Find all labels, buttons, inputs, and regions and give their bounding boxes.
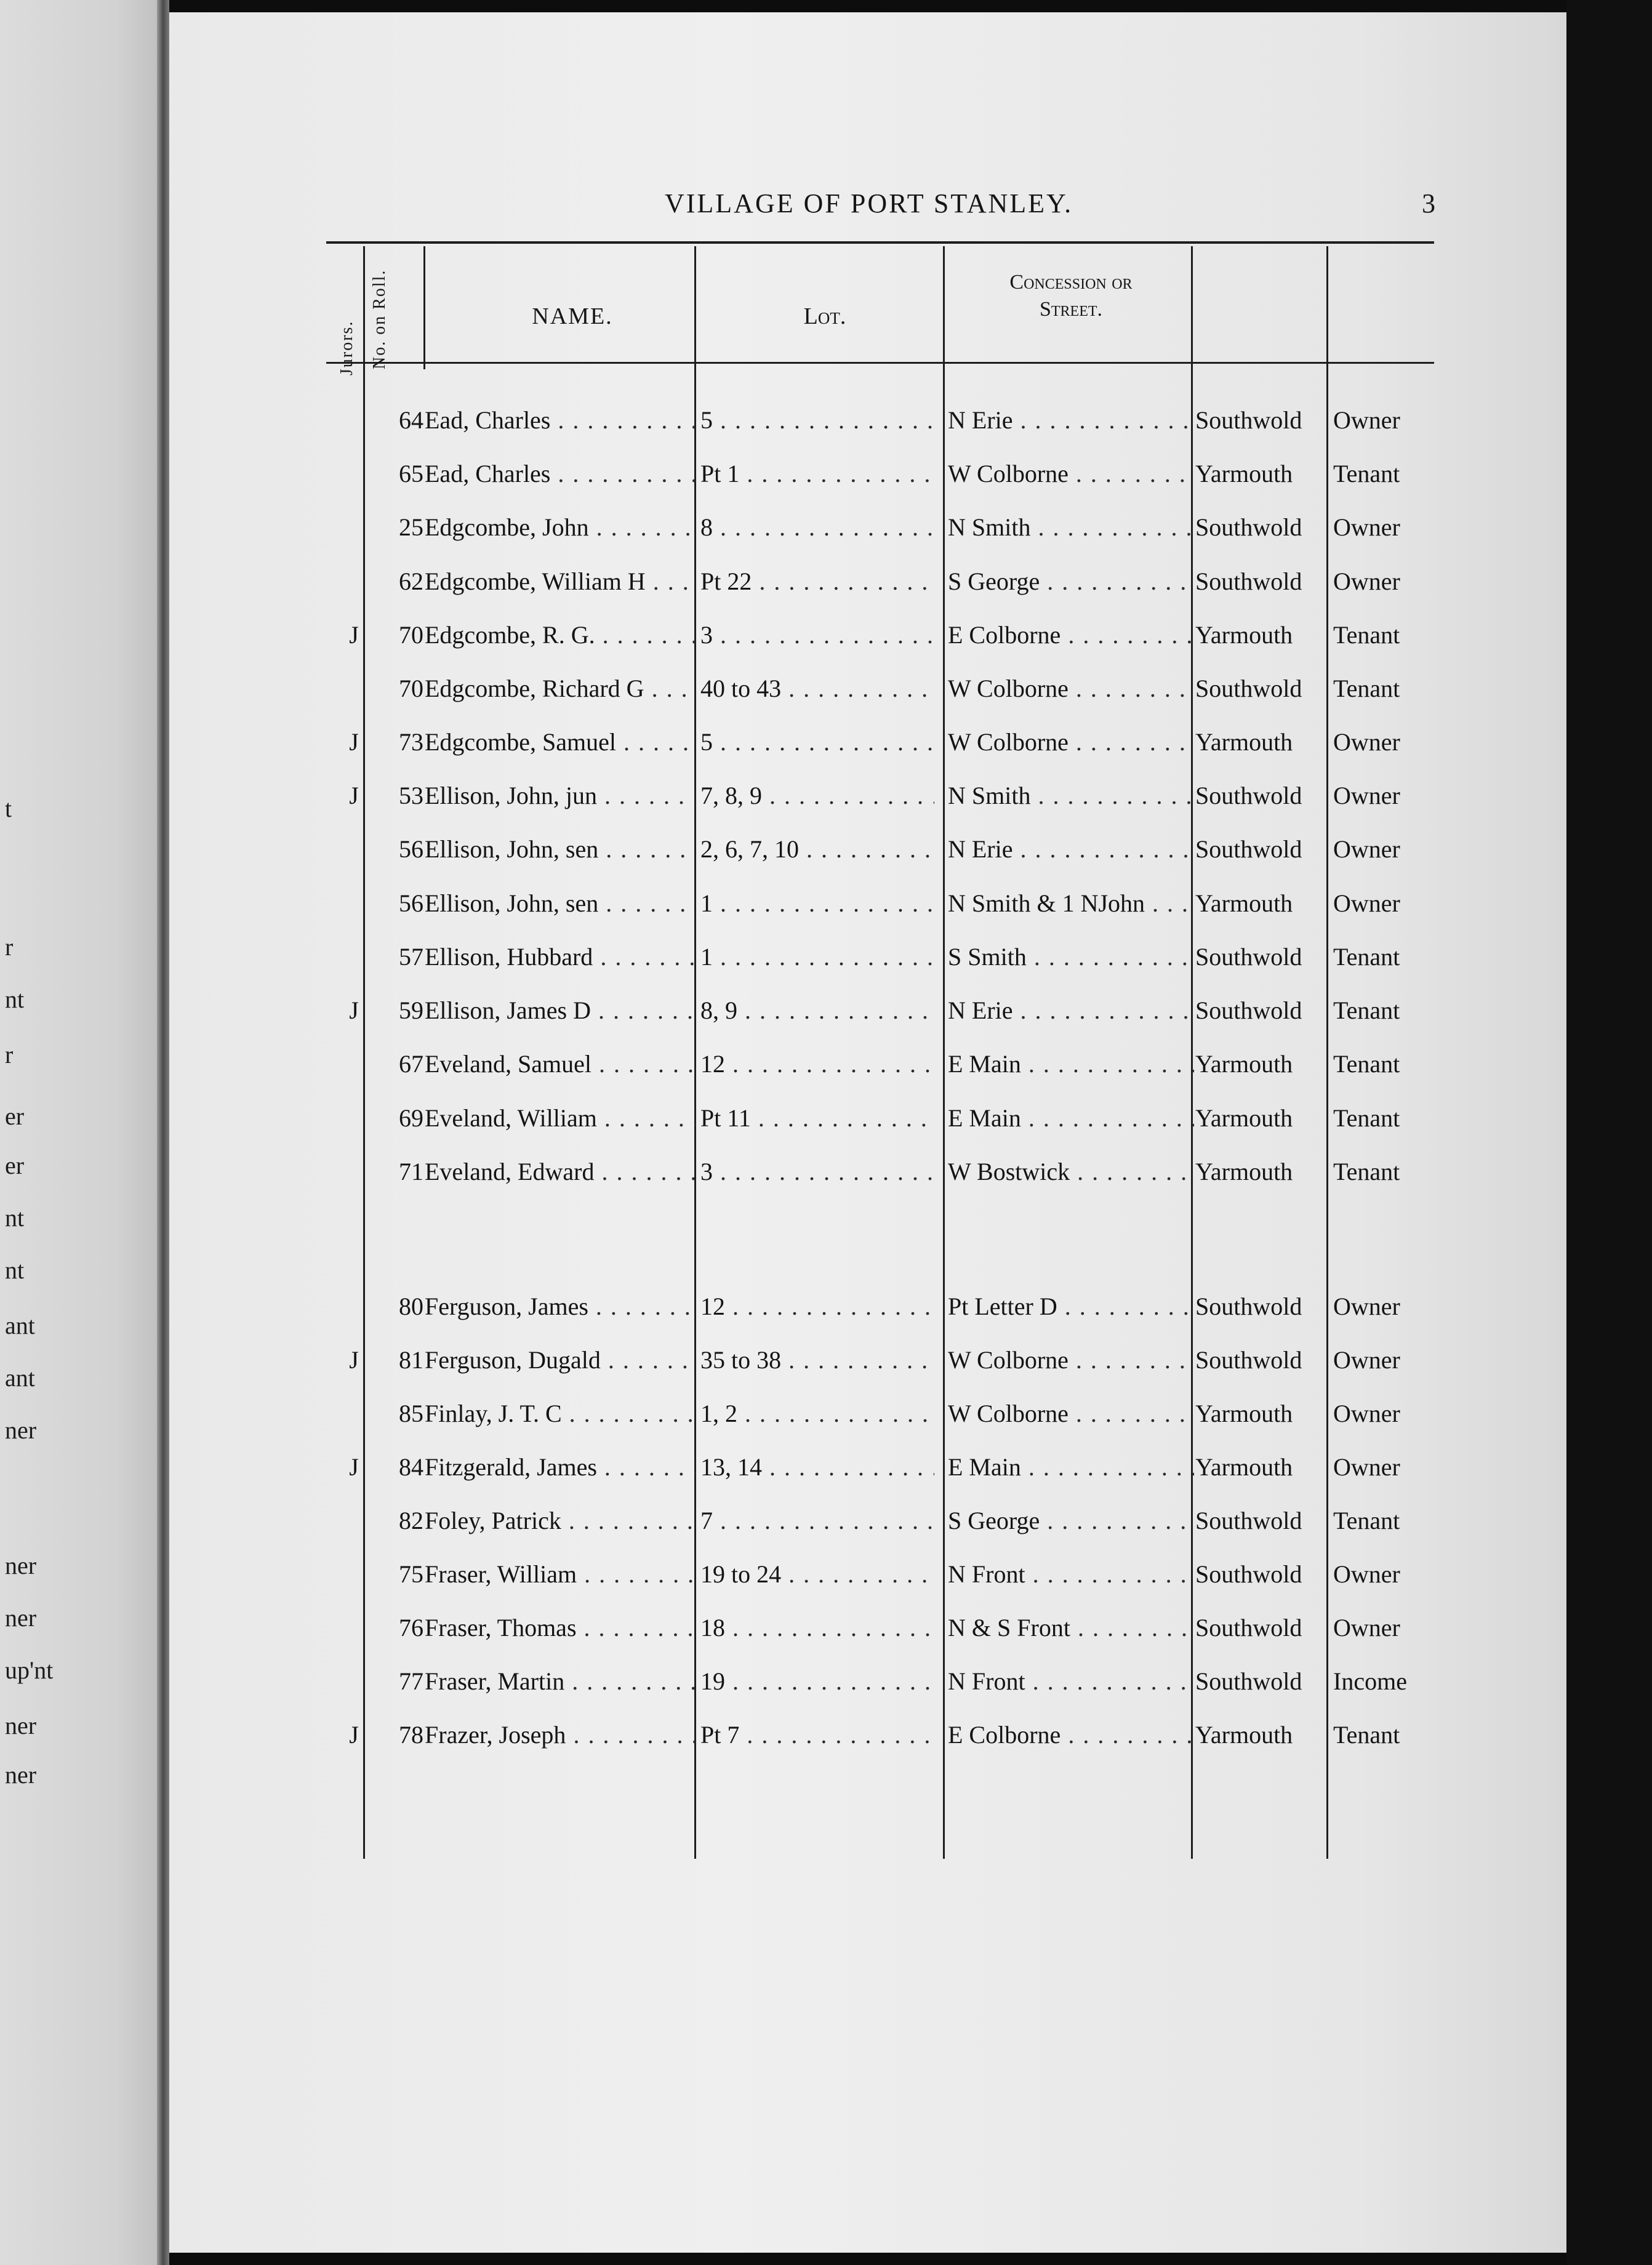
cell-name: Edgcombe, John . . . [425,512,696,543]
cell-name: Ellison, John, sen . . . [425,834,696,865]
table-row [0,673,1652,723]
cell-roll: 73 [399,728,423,756]
cell-name: Fraser, Martin . . . [425,1666,696,1697]
cell-roll: 25 [399,513,423,541]
cell-lot: Pt 7 . . . [700,1720,934,1750]
cell-status: Tenant [1333,1507,1400,1534]
left-margin-fragment: nt [5,1256,25,1284]
col-head-jurors: Jurors. [337,320,356,375]
table-row [0,1049,1652,1098]
cell-street: E Main . . . [948,1103,1194,1134]
cell-name: Frazer, Joseph . . . [425,1720,696,1750]
cell-status: Owner [1333,835,1400,863]
col-head-street: Street. [1039,298,1103,321]
cell-street: N Erie . . . [948,834,1194,865]
cell-lot: 2, 6, 7, 10 . . . [700,834,934,865]
cell-roll: 56 [399,889,423,917]
table-row [0,405,1652,454]
cell-lot: 1 . . . [700,942,934,972]
cell-street: E Colborne . . . [948,1720,1194,1750]
cell-lot: 19 to 24 . . . [700,1559,934,1590]
cell-name: Fraser, William . . . [425,1559,696,1590]
cell-lot: 7, 8, 9 . . . [700,780,934,811]
cell-status: Owner [1333,513,1400,541]
cell-township: Southwold [1195,1560,1302,1588]
cell-status: Owner [1333,1560,1400,1588]
cell-township: Yarmouth [1195,728,1293,756]
cell-name: Ferguson, James . . . [425,1291,696,1322]
cell-street: W Colborne . . . [948,1398,1194,1429]
cell-name: Eveland, Samuel . . . [425,1049,696,1080]
cell-status: Tenant [1333,1721,1400,1749]
cell-lot: Pt 11 . . . [700,1103,934,1134]
cell-lot: 13, 14 . . . [700,1452,934,1483]
table-row [0,942,1652,991]
table-row [0,834,1652,883]
cell-roll: 77 [399,1667,423,1695]
cell-street: W Bostwick . . . [948,1157,1194,1187]
cell-juror: J [349,1346,359,1374]
left-margin-fragment: r [5,933,14,961]
cell-lot: 8, 9 . . . [700,995,934,1026]
cell-name: Eveland, Edward . . . [425,1157,696,1187]
cell-township: Southwold [1195,513,1302,541]
col-head-lot: Lot. [803,303,846,329]
cell-township: Southwold [1195,1614,1302,1642]
cell-lot: 40 to 43 . . . [700,673,934,704]
cell-name: Ead, Charles . . . [425,405,696,436]
cell-township: Yarmouth [1195,1721,1293,1749]
table-row [0,1157,1652,1206]
left-margin-fragment: ner [5,1712,37,1739]
cell-juror: J [349,996,359,1024]
cell-township: Yarmouth [1195,1453,1293,1481]
cell-name: Ellison, James D . . . [425,995,696,1026]
cell-roll: 56 [399,835,423,863]
cell-status: Tenant [1333,1158,1400,1185]
cell-roll: 53 [399,782,423,809]
cell-township: Yarmouth [1195,1400,1293,1427]
table-row [0,995,1652,1044]
cell-name: Finlay, J. T. C . . . [425,1398,696,1429]
table-row [0,1398,1652,1448]
table-row [0,1559,1652,1608]
cell-lot: Pt 22 . . . [700,566,934,597]
cell-township: Southwold [1195,675,1302,702]
cell-juror: J [349,1453,359,1481]
table-row [0,1345,1652,1394]
cell-street: N & S Front . . . [948,1613,1194,1643]
col-head-roll-no: No. on Roll. [370,269,389,369]
table-row [0,1613,1652,1662]
cell-roll: 85 [399,1400,423,1427]
table-row [0,1666,1652,1715]
cell-street: S George . . . [948,1505,1194,1536]
cell-roll: 67 [399,1050,423,1078]
cell-township: Southwold [1195,943,1302,971]
cell-township: Yarmouth [1195,889,1293,917]
table-row [0,512,1652,561]
cell-roll: 59 [399,996,423,1024]
cell-roll: 65 [399,460,423,487]
cell-lot: 7 . . . [700,1505,934,1536]
cell-roll: 69 [399,1104,423,1132]
cell-lot: 8 . . . [700,512,934,543]
cell-street: Pt Letter D . . . [948,1291,1194,1322]
table-row [0,1452,1652,1501]
left-margin-fragment: ner [5,1604,37,1632]
cell-status: Income [1333,1667,1407,1695]
col-head-name: NAME. [532,303,613,329]
cell-lot: 5 . . . [700,727,934,758]
left-margin-fragment: er [5,1102,25,1130]
cell-status: Owner [1333,406,1400,434]
cell-street: E Main . . . [948,1452,1194,1483]
cell-name: Ellison, John, jun . . . [425,780,696,811]
cell-status: Tenant [1333,1104,1400,1132]
cell-township: Southwold [1195,406,1302,434]
col-head-concession: Concession or [1009,271,1133,294]
cell-roll: 84 [399,1453,423,1481]
cell-status: Owner [1333,889,1400,917]
cell-status: Tenant [1333,1050,1400,1078]
page-number: 3 [1422,188,1435,218]
cell-street: N Front . . . [948,1666,1194,1697]
cell-status: Owner [1333,1400,1400,1427]
cell-roll: 57 [399,943,423,971]
cell-street: W Colborne . . . [948,459,1194,489]
cell-street: N Erie . . . [948,995,1194,1026]
cell-lot: 3 . . . [700,620,934,651]
cell-township: Southwold [1195,567,1302,595]
col-rule-roll [423,246,425,369]
cell-roll: 64 [399,406,423,434]
cell-township: Southwold [1195,996,1302,1024]
left-margin-fragment: ner [5,1552,37,1579]
table-row [0,888,1652,937]
cell-name: Edgcombe, Richard G . . . [425,673,696,704]
cell-name: Eveland, William . . . [425,1103,696,1134]
left-margin-fragment: t [5,795,12,822]
left-margin-fragment: up'nt [5,1656,54,1684]
page-title: VILLAGE OF PORT STANLEY. [665,188,1073,218]
table-row [0,620,1652,669]
cell-street: E Main . . . [948,1049,1194,1080]
cell-lot: Pt 1 . . . [700,459,934,489]
cell-name: Edgcombe, William H . . . [425,566,696,597]
cell-lot: 12 . . . [700,1049,934,1080]
cell-street: E Colborne . . . [948,620,1194,651]
cell-name: Ellison, John, sen . . . [425,888,696,919]
cell-roll: 81 [399,1346,423,1374]
cell-township: Southwold [1195,1507,1302,1534]
cell-street: S George . . . [948,566,1194,597]
cell-roll: 70 [399,675,423,702]
cell-street: W Colborne . . . [948,673,1194,704]
cell-township: Yarmouth [1195,1158,1293,1185]
cell-township: Southwold [1195,782,1302,809]
cell-street: N Front . . . [948,1559,1194,1590]
cell-name: Ead, Charles . . . [425,459,696,489]
cell-lot: 5 . . . [700,405,934,436]
left-margin-fragment: nt [5,985,25,1013]
left-margin-fragment: ant [5,1364,35,1392]
cell-name: Edgcombe, Samuel . . . [425,727,696,758]
cell-status: Tenant [1333,460,1400,487]
cell-township: Yarmouth [1195,460,1293,487]
cell-status: Owner [1333,1293,1400,1320]
cell-status: Owner [1333,1453,1400,1481]
cell-status: Tenant [1333,675,1400,702]
cell-lot: 19 . . . [700,1666,934,1697]
cell-township: Southwold [1195,835,1302,863]
cell-street: W Colborne . . . [948,1345,1194,1376]
table-row [0,459,1652,508]
cell-township: Yarmouth [1195,1104,1293,1132]
cell-township: Yarmouth [1195,621,1293,649]
cell-lot: 3 . . . [700,1157,934,1187]
cell-status: Owner [1333,1614,1400,1642]
cell-township: Southwold [1195,1293,1302,1320]
cell-roll: 75 [399,1560,423,1588]
header-bottom-rule [326,362,1434,364]
cell-name: Foley, Patrick . . . [425,1505,696,1536]
cell-roll: 70 [399,621,423,649]
cell-status: Tenant [1333,621,1400,649]
cell-status: Tenant [1333,943,1400,971]
cell-street: W Colborne . . . [948,727,1194,758]
cell-lot: 1, 2 . . . [700,1398,934,1429]
cell-name: Ferguson, Dugald . . . [425,1345,696,1376]
cell-name: Edgcombe, R. G. . . . [425,620,696,651]
cell-juror: J [349,1721,359,1749]
cell-name: Ellison, Hubbard . . . [425,942,696,972]
cell-name: Fraser, Thomas . . . [425,1613,696,1643]
cell-status: Owner [1333,782,1400,809]
cell-street: N Smith & 1 NJohn . . . [948,888,1194,919]
cell-status: Owner [1333,567,1400,595]
left-margin-fragment: nt [5,1204,25,1232]
cell-roll: 71 [399,1158,423,1185]
cell-roll: 76 [399,1614,423,1642]
cell-street: N Smith . . . [948,512,1194,543]
cell-township: Southwold [1195,1346,1302,1374]
cell-street: N Erie . . . [948,405,1194,436]
table-row [0,780,1652,830]
table-row [0,1103,1652,1152]
cell-lot: 18 . . . [700,1613,934,1643]
cell-roll: 82 [399,1507,423,1534]
cell-lot: 35 to 38 . . . [700,1345,934,1376]
cell-township: Southwold [1195,1667,1302,1695]
cell-street: S Smith . . . [948,942,1194,972]
cell-street: N Smith . . . [948,780,1194,811]
header-top-rule [326,241,1434,244]
table-row [0,566,1652,615]
cell-status: Owner [1333,728,1400,756]
cell-roll: 78 [399,1721,423,1749]
cell-township: Yarmouth [1195,1050,1293,1078]
cell-lot: 1 . . . [700,888,934,919]
cell-juror: J [349,621,359,649]
cell-status: Owner [1333,1346,1400,1374]
cell-lot: 12 . . . [700,1291,934,1322]
left-margin-fragment: ant [5,1312,35,1339]
cell-roll: 62 [399,567,423,595]
table-row [0,1720,1652,1769]
left-margin-fragment: ner [5,1761,37,1789]
table-row [0,727,1652,776]
cell-roll: 80 [399,1293,423,1320]
cell-juror: J [349,782,359,809]
left-margin-fragment: r [5,1041,14,1068]
table-row [0,1291,1652,1341]
cell-juror: J [349,728,359,756]
cell-name: Fitzgerald, James . . . [425,1452,696,1483]
cell-status: Tenant [1333,996,1400,1024]
left-margin-fragment: ner [5,1416,37,1444]
left-margin-fragment: er [5,1152,25,1179]
table-row [0,1505,1652,1555]
